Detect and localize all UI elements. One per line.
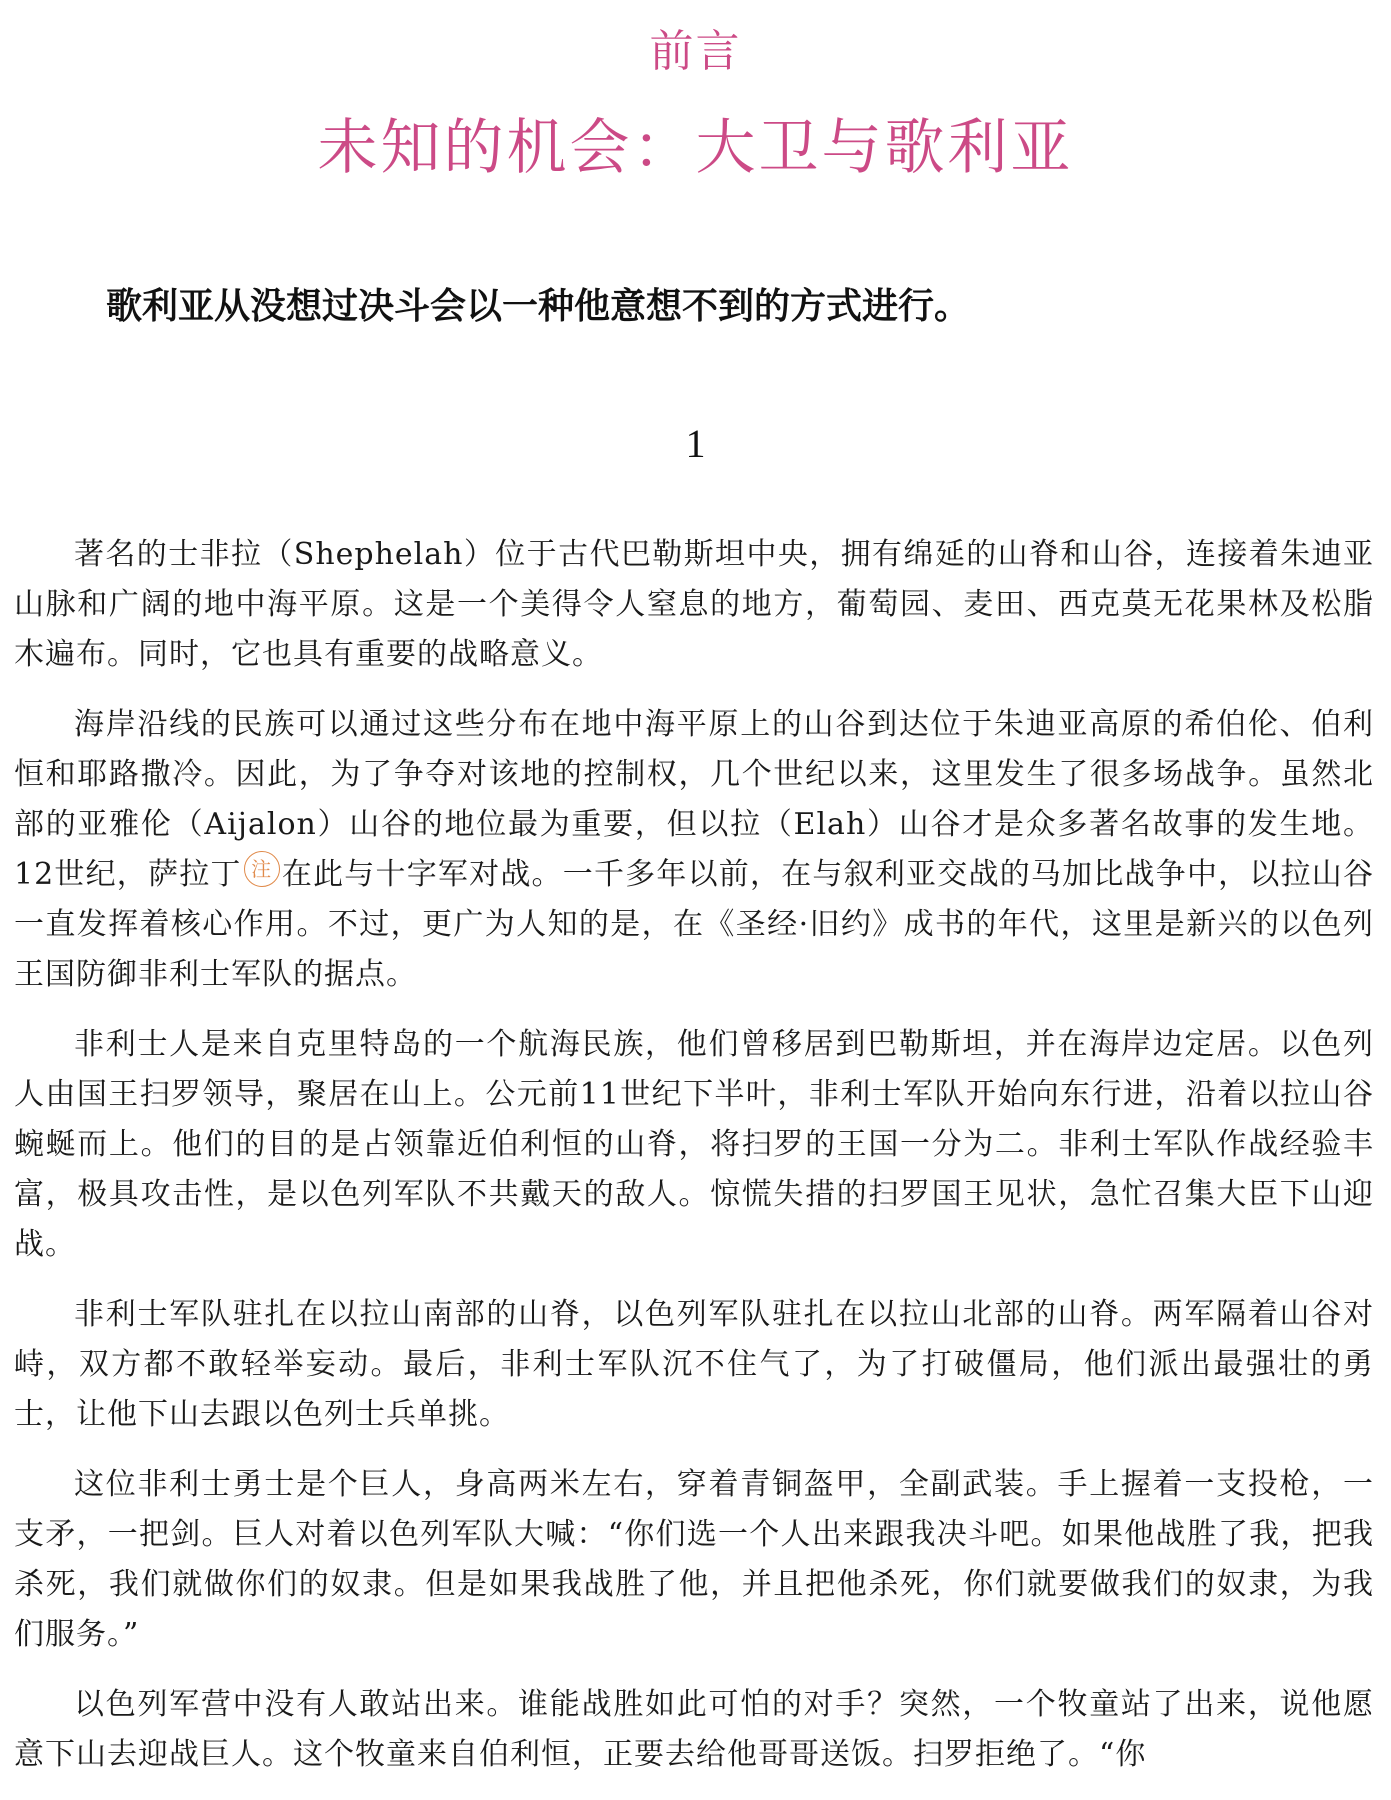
paragraph-4: 非利士军队驻扎在以拉山南部的山脊，以色列军队驻扎在以拉山北部的山脊。两军隔着山谷对峙，双方都不敢轻举妄动。最后，非利士军队沉不住气了，为了打破僵局，他们派出最强壮的勇士，让他下山去跟以色列士兵单挑。 — [14, 1297, 1374, 1432]
paragraph-2-text-b: 在此与十字军对战。一千多年以前，在与叙利亚交战的马加比战争中，以拉山谷一直发挥着核心作用。不过，更广为人知的是，在《圣经·旧约》成书的年代，这里是新兴的以色列王国防御非利士军队的据点。 — [14, 857, 1374, 992]
paragraph-5: 这位非利士勇士是个巨人，身高两米左右，穿着青铜盔甲，全副武装。手上握着一支投枪，一支矛，一把剑。巨人对着以色列军队大喊：“你们选一个人出来跟我决斗吧。如果他战胜了我，把我杀死，我们就做你们的奴隶。但是如果我战胜了他，并且把他杀死，你们就要做我们的奴隶，为我们服务。” — [14, 1467, 1374, 1652]
body-text — [14, 530, 1374, 1800]
footnote-marker-icon[interactable]: 注 — [244, 851, 280, 887]
paragraph-2 — [14, 700, 1374, 1000]
chapter-title: 未知的机会：大卫与歌利亚 — [317, 113, 1074, 183]
chapter-subtitle: 歌利亚从没想过决斗会以一种他意想不到的方式进行。 — [106, 286, 971, 327]
preface-label: 前言 — [649, 26, 742, 77]
paragraph-3: 非利士人是来自克里特岛的一个航海民族，他们曾移居到巴勒斯坦，并在海岸边定居。以色列人由国王扫罗领导，聚居在山上。公元前11世纪下半叶，非利士军队开始向东行进，沿着以拉山谷蜿蜒而上。他们的目的是占领靠近伯利恒的山脊，将扫罗的王国一分为二。非利士军队作战经验丰富，极具攻击性，是以色列军队不共戴天的敌人。惊慌失措的扫罗国王见状，急忙召集大臣下山迎战。 — [14, 1027, 1374, 1262]
paragraph-6: 以色列军营中没有人敢站出来。谁能战胜如此可怕的对手？突然，一个牧童站了出来，说他愿意下山去迎战巨人。这个牧童来自伯利恒，正要去给他哥哥送饭。扫罗拒绝了。“你 — [14, 1687, 1374, 1772]
paragraph-2-text-a: 海岸沿线的民族可以通过这些分布在地中海平原上的山谷到达位于朱迪亚高原的希伯伦、伯利恒和耶路撒冷。因此，为了争夺对该地的控制权，几个世纪以来，这里发生了很多场战争。虽然北部的亚雅伦（Aijalon）山谷的地位最为重要，但以拉（Elah）山谷才是众多著名故事的发生地。12世纪，萨拉丁 — [14, 707, 1374, 892]
section-number: 1 — [685, 421, 706, 466]
paragraph-1: 著名的士非拉（Shephelah）位于古代巴勒斯坦中央，拥有绵延的山脊和山谷，连接着朱迪亚山脉和广阔的地中海平原。这是一个美得令人窒息的地方，葡萄园、麦田、西克莫无花果林及松脂木遍布。同时，它也具有重要的战略意义。 — [14, 537, 1374, 672]
